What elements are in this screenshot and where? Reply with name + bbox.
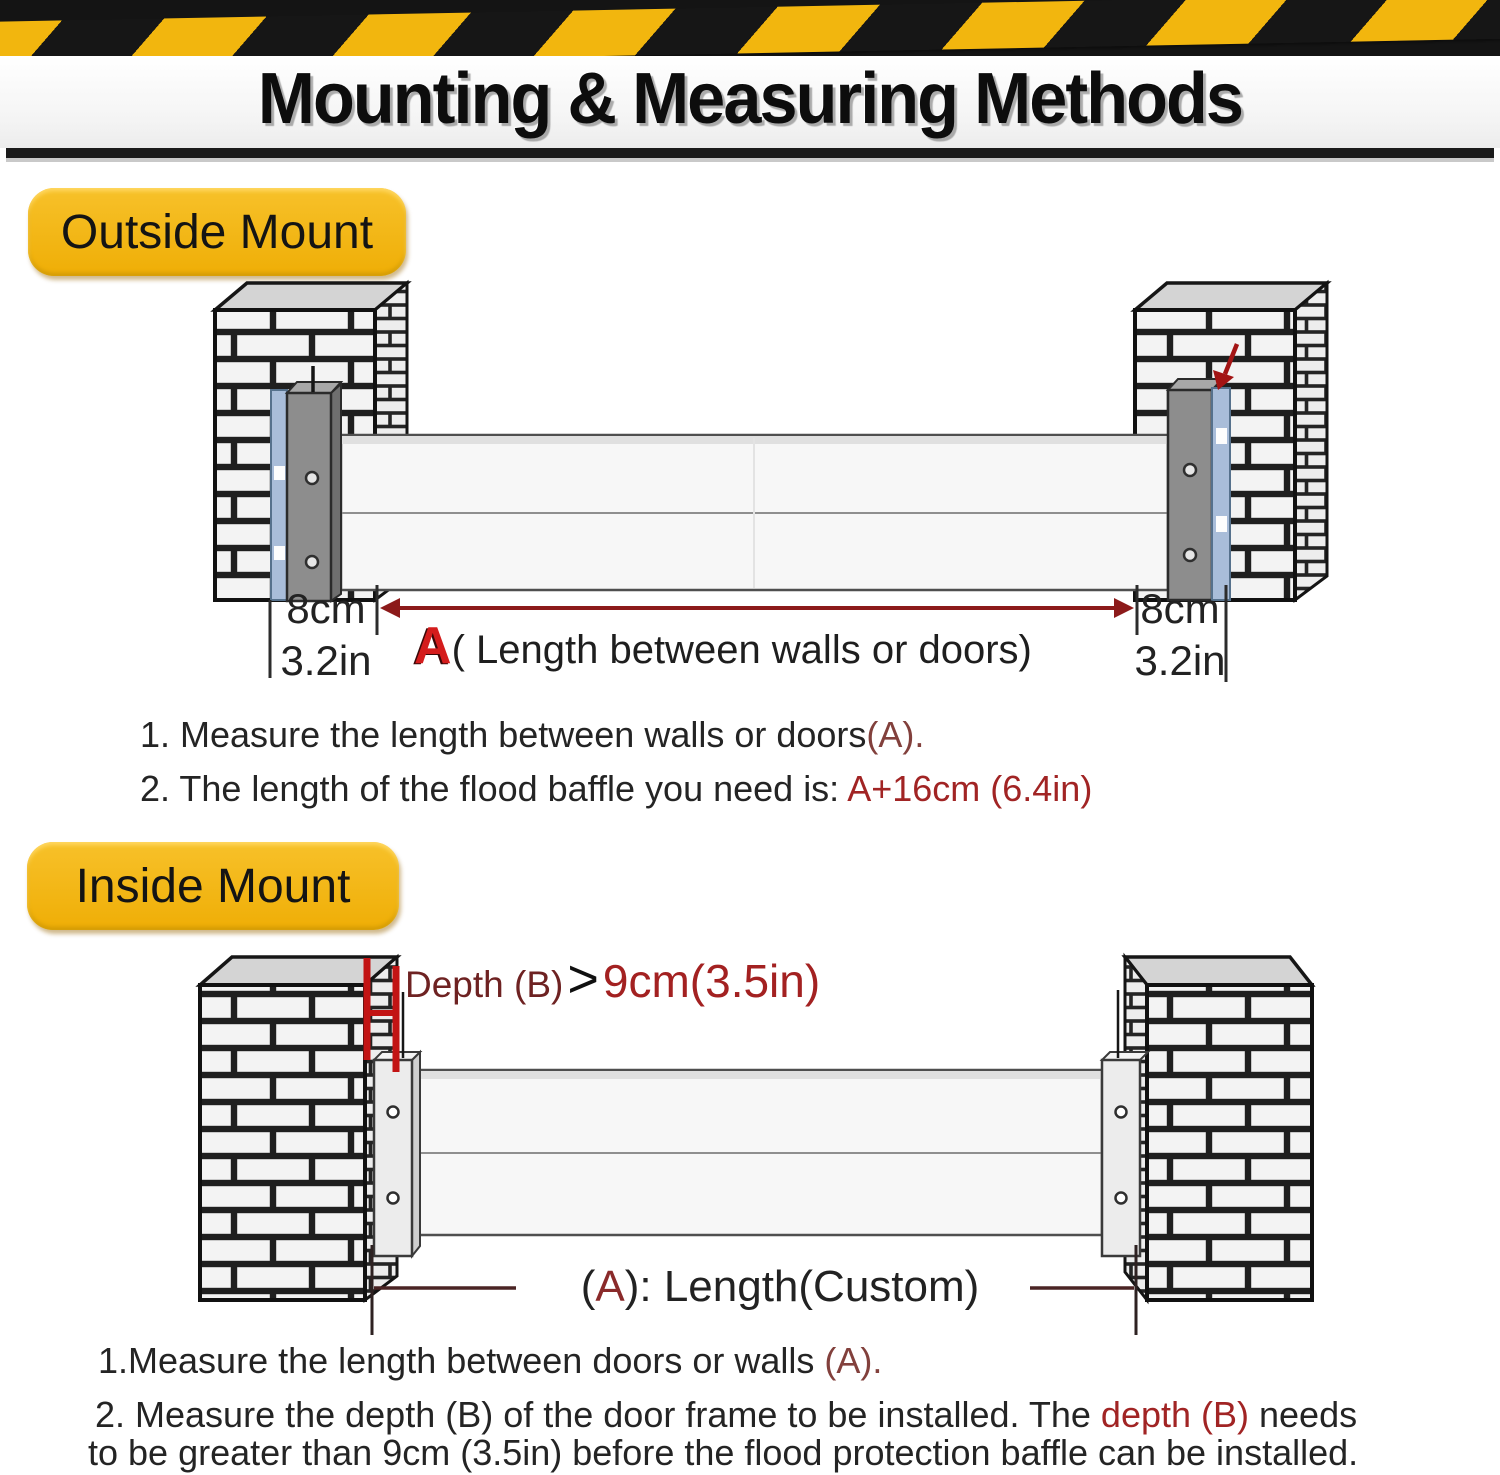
screw-icon	[388, 1193, 399, 1204]
inside-step-1	[98, 1340, 882, 1382]
right-wall-pillar	[1125, 957, 1312, 1300]
greater-than-sign: >	[567, 949, 599, 1009]
label-a-accent: A	[414, 617, 452, 675]
step-text: 2. Measure the depth (B) of the door frame to be installed. The	[95, 1394, 1101, 1435]
step-accent: A+16cm (6.4in)	[847, 768, 1093, 809]
dim-left-in: 3.2in	[280, 637, 372, 684]
flood-barrier	[412, 1070, 1102, 1235]
step-accent: depth (B)	[1100, 1394, 1249, 1435]
label-rest: ): Length(Custom)	[624, 1262, 980, 1311]
screw-icon	[1184, 464, 1196, 476]
dim-right-cm: 8cm	[1140, 585, 1220, 632]
step-tail: needs	[1249, 1394, 1358, 1435]
outside-step-1	[140, 714, 924, 756]
depth-requirement-label	[405, 949, 821, 1009]
caution-tape-stripes	[0, 0, 1500, 56]
dim-right-in: 3.2in	[1134, 637, 1226, 684]
page-title: Mounting & Measuring Methods	[257, 59, 1243, 139]
badge-outside-mount: Outside Mount	[28, 188, 406, 276]
screw-icon	[306, 472, 318, 484]
step-text: to be greater than 9cm (3.5in) before the flood protection baffle can be installed.	[88, 1432, 1359, 1473]
step-accent: (A).	[824, 1340, 883, 1381]
title-divider-shadow	[6, 158, 1494, 162]
step-text: 1.Measure the length between doors or walls	[98, 1340, 825, 1381]
inside-step-2	[95, 1394, 1357, 1436]
depth-value: 9cm(3.5in)	[602, 955, 821, 1007]
screw-icon	[1116, 1107, 1127, 1118]
mounting-bracket-left	[287, 366, 341, 601]
screw-icon	[1184, 549, 1196, 561]
label-a-rest: ( Length between walls or doors)	[451, 628, 1032, 672]
dim-left-cm: 8cm	[286, 585, 366, 632]
paren-open: (	[580, 1262, 596, 1311]
title-divider	[6, 148, 1494, 158]
step-accent: (A).	[866, 714, 925, 755]
screw-icon	[306, 556, 318, 568]
outside-step-2	[140, 768, 1092, 810]
caution-tape	[0, 0, 1500, 56]
screw-icon	[1116, 1193, 1127, 1204]
label-a-accent: A	[595, 1262, 625, 1311]
length-custom-label	[520, 1262, 1040, 1312]
flood-barrier	[341, 435, 1168, 590]
depth-name: Depth (B)	[405, 964, 564, 1005]
span-length-label	[414, 617, 1032, 675]
inside-step-3	[88, 1432, 1358, 1474]
badge-inside-mount: Inside Mount	[27, 842, 399, 930]
seal-strip-right	[1212, 388, 1230, 600]
step-text: 1. Measure the length between walls or doors	[140, 714, 867, 755]
step-text: 2. The length of the flood baffle you need is:	[140, 768, 848, 809]
screw-icon	[388, 1107, 399, 1118]
seal-strip-left	[271, 390, 287, 600]
dimension-arrow	[380, 598, 1134, 618]
